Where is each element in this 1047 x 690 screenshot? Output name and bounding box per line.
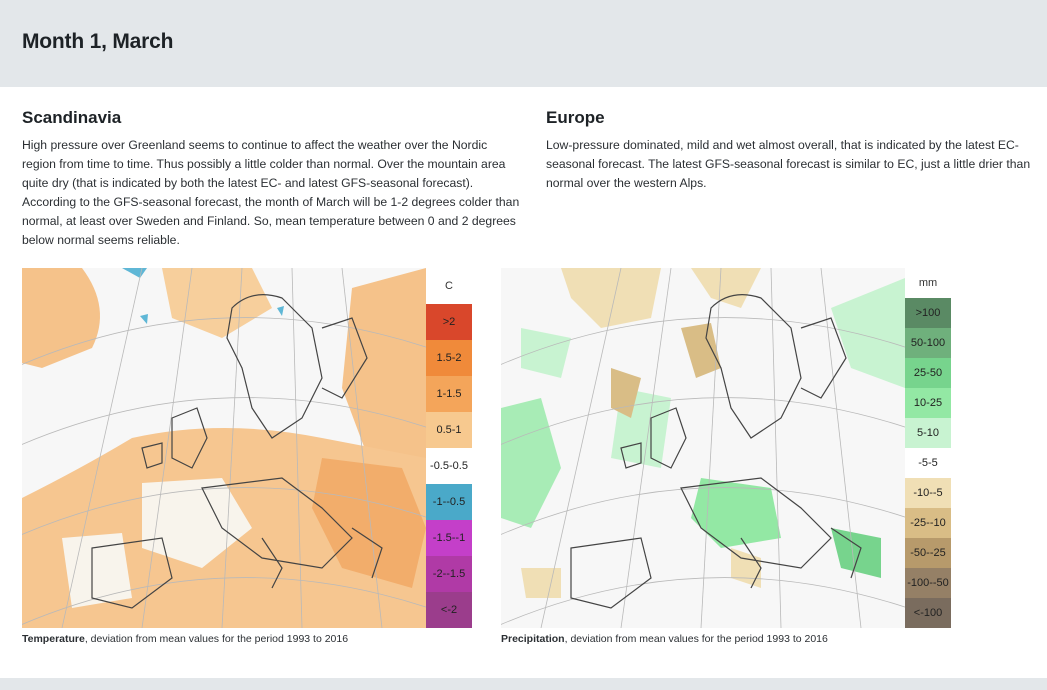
temperature-legend-item: 1-1.5: [426, 376, 472, 412]
precipitation-legend: [905, 268, 951, 628]
precipitation-legend-item: 25-50: [905, 358, 951, 388]
page-header: [0, 0, 1047, 87]
precipitation-legend-item: -10--5: [905, 478, 951, 508]
temperature-legend-item: -1.5--1: [426, 520, 472, 556]
scandinavia-heading: Scandinavia: [22, 108, 122, 127]
precipitation-legend-unit: mm: [905, 268, 951, 298]
europe-heading: Europe: [546, 108, 605, 127]
temperature-caption-title: Temperature: [22, 633, 85, 645]
precipitation-map: [501, 268, 951, 628]
precipitation-legend-item: -50--25: [905, 538, 951, 568]
temperature-legend-item: -0.5-0.5: [426, 448, 472, 484]
scandinavia-section: [22, 108, 522, 250]
precipitation-legend-item: 5-10: [905, 418, 951, 448]
precipitation-legend-item: 10-25: [905, 388, 951, 418]
temperature-legend: [426, 268, 472, 628]
precipitation-legend-item: <-100: [905, 598, 951, 628]
temperature-caption-text: , deviation from mean values for the period 1993 to 2016: [84, 633, 349, 645]
europe-section: [546, 108, 1041, 193]
precipitation-legend-item: 50-100: [905, 328, 951, 358]
temperature-legend-item: >2: [426, 304, 472, 340]
precipitation-legend-item: -100--50: [905, 568, 951, 598]
precipitation-caption-text: , deviation from mean values for the period 1993 to 2016: [564, 633, 828, 645]
temperature-map: [22, 268, 472, 628]
temperature-legend-item: <-2: [426, 592, 472, 628]
temperature-legend-item: -2--1.5: [426, 556, 472, 592]
temperature-legend-item: 1.5-2: [426, 340, 472, 376]
europe-text: Low-pressure dominated, mild and wet almost overall, that is indicated by the latest EC-seasonal forecast. The latest GFS-seasonal forecast is similar to EC, just a little drier than normal over the western Alps.: [546, 138, 1031, 190]
temperature-legend-item: -1--0.5: [426, 484, 472, 520]
footer-bar: [0, 678, 1047, 690]
temperature-map-image: [22, 268, 426, 628]
temperature-legend-unit: C: [426, 268, 472, 304]
precipitation-caption: [501, 633, 828, 645]
precipitation-caption-title: Precipitation: [501, 633, 565, 645]
precipitation-legend-item: -25--10: [905, 508, 951, 538]
precipitation-legend-item: >100: [905, 298, 951, 328]
temperature-caption: [22, 633, 348, 645]
precipitation-map-image: [501, 268, 905, 628]
precipitation-legend-item: -5-5: [905, 448, 951, 478]
scandinavia-text: High pressure over Greenland seems to continue to affect the weather over the Nordic region from time to time. Thus possibly a little colder than normal. Over the mountain area quite dry (that is indicated by both the latest EC- and latest GFS-seasonal forecast). According to the GFS-seasonal forecast, the month of March will be 1-2 degrees colder than normal, at least over Sweden and Finland. So, mean temperature between 0 and 2 degrees below normal seems reliable.: [22, 138, 520, 247]
page-title: Month 1, March: [22, 30, 174, 53]
temperature-legend-item: 0.5-1: [426, 412, 472, 448]
